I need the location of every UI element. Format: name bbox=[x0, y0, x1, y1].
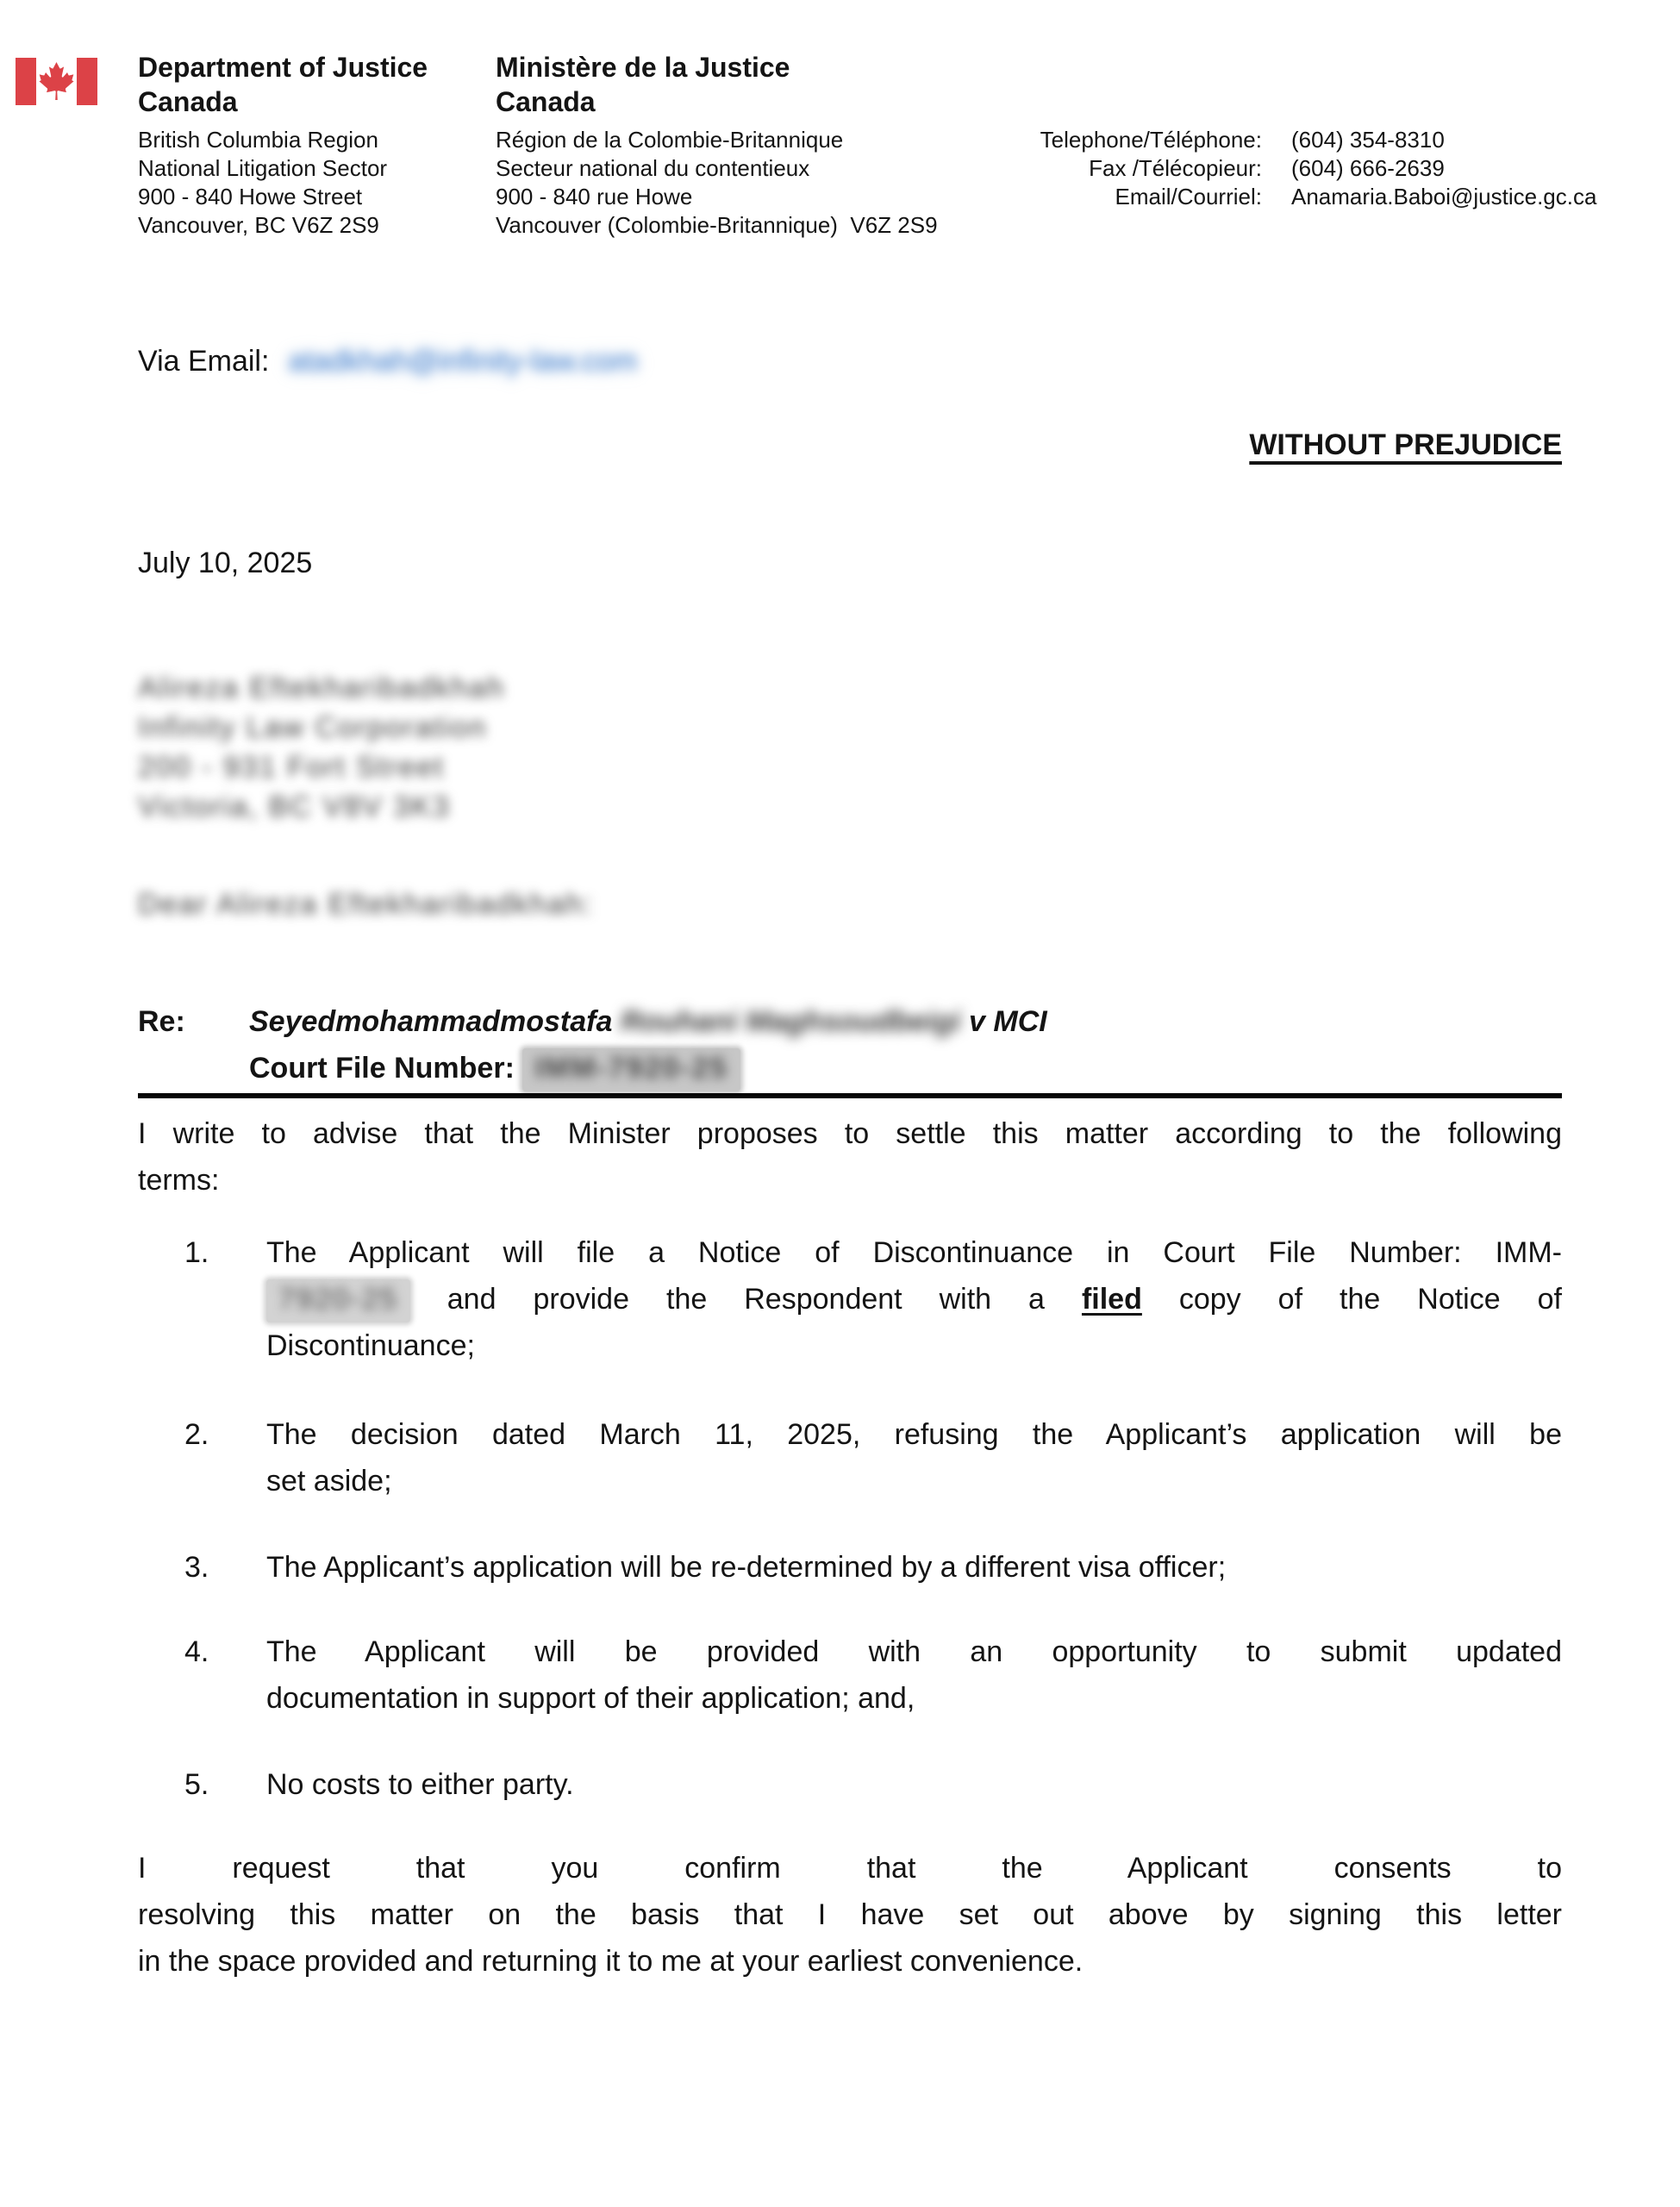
list-item-5 bbox=[184, 1761, 1562, 1808]
list-item-2 bbox=[184, 1411, 1562, 1504]
dept-title-fr-line2: Canada bbox=[496, 86, 596, 117]
address-fr-line: Secteur national du contentieux bbox=[496, 155, 810, 181]
item1-line2-text: copy of the Notice of bbox=[1141, 1283, 1562, 1316]
item3-line1: The Applicant’s application will be re-determined by a different visa officer; bbox=[266, 1551, 1227, 1584]
address-fr-line: 900 - 840 rue Howe bbox=[496, 184, 693, 209]
redacted-email-link[interactable]: atadkhah@infinity-law.com bbox=[288, 345, 638, 378]
address-en-line: 900 - 840 Howe Street bbox=[138, 184, 363, 209]
item1-line2 bbox=[266, 1276, 1562, 1322]
address-fr-line: Région de la Colombie-Britannique bbox=[496, 127, 844, 153]
item-number: 1. bbox=[184, 1236, 209, 1269]
item1-line2-text: and provide the Respondent with a bbox=[409, 1283, 1082, 1316]
closing-line: I request that you confirm that the Applicant consents to bbox=[138, 1852, 1562, 1885]
intro-paragraph bbox=[138, 1110, 1562, 1204]
divider-rule bbox=[138, 1093, 1562, 1098]
recipient-address-line: Victoria, BC V8V 3K3 bbox=[138, 791, 451, 823]
letter-date: July 10, 2025 bbox=[138, 547, 313, 579]
letterhead-french bbox=[496, 50, 938, 240]
via-email-line bbox=[138, 345, 637, 378]
fax-value: (604) 666-2639 bbox=[1291, 155, 1445, 181]
re-label: Re: bbox=[138, 1005, 185, 1038]
recipient-address-line: Infinity Law Corporation bbox=[138, 711, 488, 744]
address-en-line: National Litigation Sector bbox=[138, 155, 388, 181]
item1-line1: The Applicant will file a Notice of Discontinuance in Court File Number: IMM- bbox=[266, 1236, 1562, 1269]
list-item-3 bbox=[184, 1544, 1562, 1591]
case-name-line bbox=[249, 998, 1562, 1045]
redacted-case-name: Rouhani Maghsoudbeigi bbox=[612, 1005, 970, 1038]
fax-label: Fax /Télécopieur: bbox=[1089, 155, 1262, 181]
via-email-label: Via Email: bbox=[138, 345, 270, 378]
telephone-label: Telephone/Téléphone: bbox=[1040, 127, 1262, 153]
court-file-line bbox=[249, 1045, 1562, 1091]
intro-line: I write to advise that the Minister proposes to settle this matter according to the following bbox=[138, 1117, 1562, 1150]
item-number: 4. bbox=[184, 1635, 209, 1668]
filed-emphasis: filed bbox=[1081, 1283, 1142, 1316]
item2-line1: The decision dated March 11, 2025, refusing the Applicant’s application will be bbox=[266, 1418, 1562, 1451]
canada-flag-icon bbox=[16, 58, 97, 105]
address-en-line: British Columbia Region bbox=[138, 127, 378, 153]
dept-title-en-line2: Canada bbox=[138, 86, 238, 117]
recipient-address-line: 200 - 931 Fort Street bbox=[138, 751, 445, 784]
item-number: 5. bbox=[184, 1768, 209, 1801]
case-tail: v MCI bbox=[969, 1005, 1047, 1038]
letterhead-english bbox=[138, 50, 428, 240]
re-block bbox=[138, 998, 1562, 1091]
item4-line1: The Applicant will be provided with an opportunity to submit updated bbox=[266, 1635, 1562, 1668]
closing-line: resolving this matter on the basis that I have set out above by signing this letter bbox=[138, 1898, 1562, 1931]
closing-paragraph bbox=[138, 1845, 1562, 1985]
without-prejudice-heading: WITHOUT PREJUDICE bbox=[1249, 428, 1562, 461]
closing-line: in the space provided and returning it to me at your earliest convenience. bbox=[138, 1945, 1084, 1978]
case-name: Seyedmohammadmostafa bbox=[249, 1005, 613, 1038]
redacted-file-number: 7920-25 bbox=[266, 1279, 410, 1322]
court-file-label: Court File Number: bbox=[249, 1052, 523, 1085]
email-label: Email/Courriel: bbox=[1115, 184, 1262, 209]
item5-line1: No costs to either party. bbox=[266, 1768, 574, 1801]
salutation: Dear Alireza Eftekharibadkhah: bbox=[138, 888, 594, 921]
item-number: 2. bbox=[184, 1418, 209, 1451]
telephone-value: (604) 354-8310 bbox=[1291, 127, 1445, 153]
address-en-line: Vancouver, BC V6Z 2S9 bbox=[138, 212, 379, 238]
recipient-address-line: Alireza Eftekharibadkhah bbox=[138, 672, 506, 704]
email-value: Anamaria.Baboi@justice.gc.ca bbox=[1291, 184, 1597, 209]
item-number: 3. bbox=[184, 1551, 209, 1584]
intro-line: terms: bbox=[138, 1164, 220, 1197]
item4-line2: documentation in support of their application; and, bbox=[266, 1682, 915, 1715]
item2-line2: set aside; bbox=[266, 1465, 392, 1497]
dept-title-fr-line1: Ministère de la Justice bbox=[496, 52, 790, 83]
list-item-4 bbox=[184, 1629, 1562, 1722]
list-item-1 bbox=[184, 1229, 1562, 1369]
letterhead-contact bbox=[948, 126, 1596, 211]
dept-title-en-line1: Department of Justice bbox=[138, 52, 428, 83]
address-fr-line: Vancouver (Colombie-Britannique) V6Z 2S9 bbox=[496, 212, 938, 238]
item1-line3: Discontinuance; bbox=[266, 1329, 475, 1362]
redacted-court-file: IMM-7920-25 bbox=[522, 1048, 740, 1091]
recipient-address-block bbox=[138, 668, 505, 827]
